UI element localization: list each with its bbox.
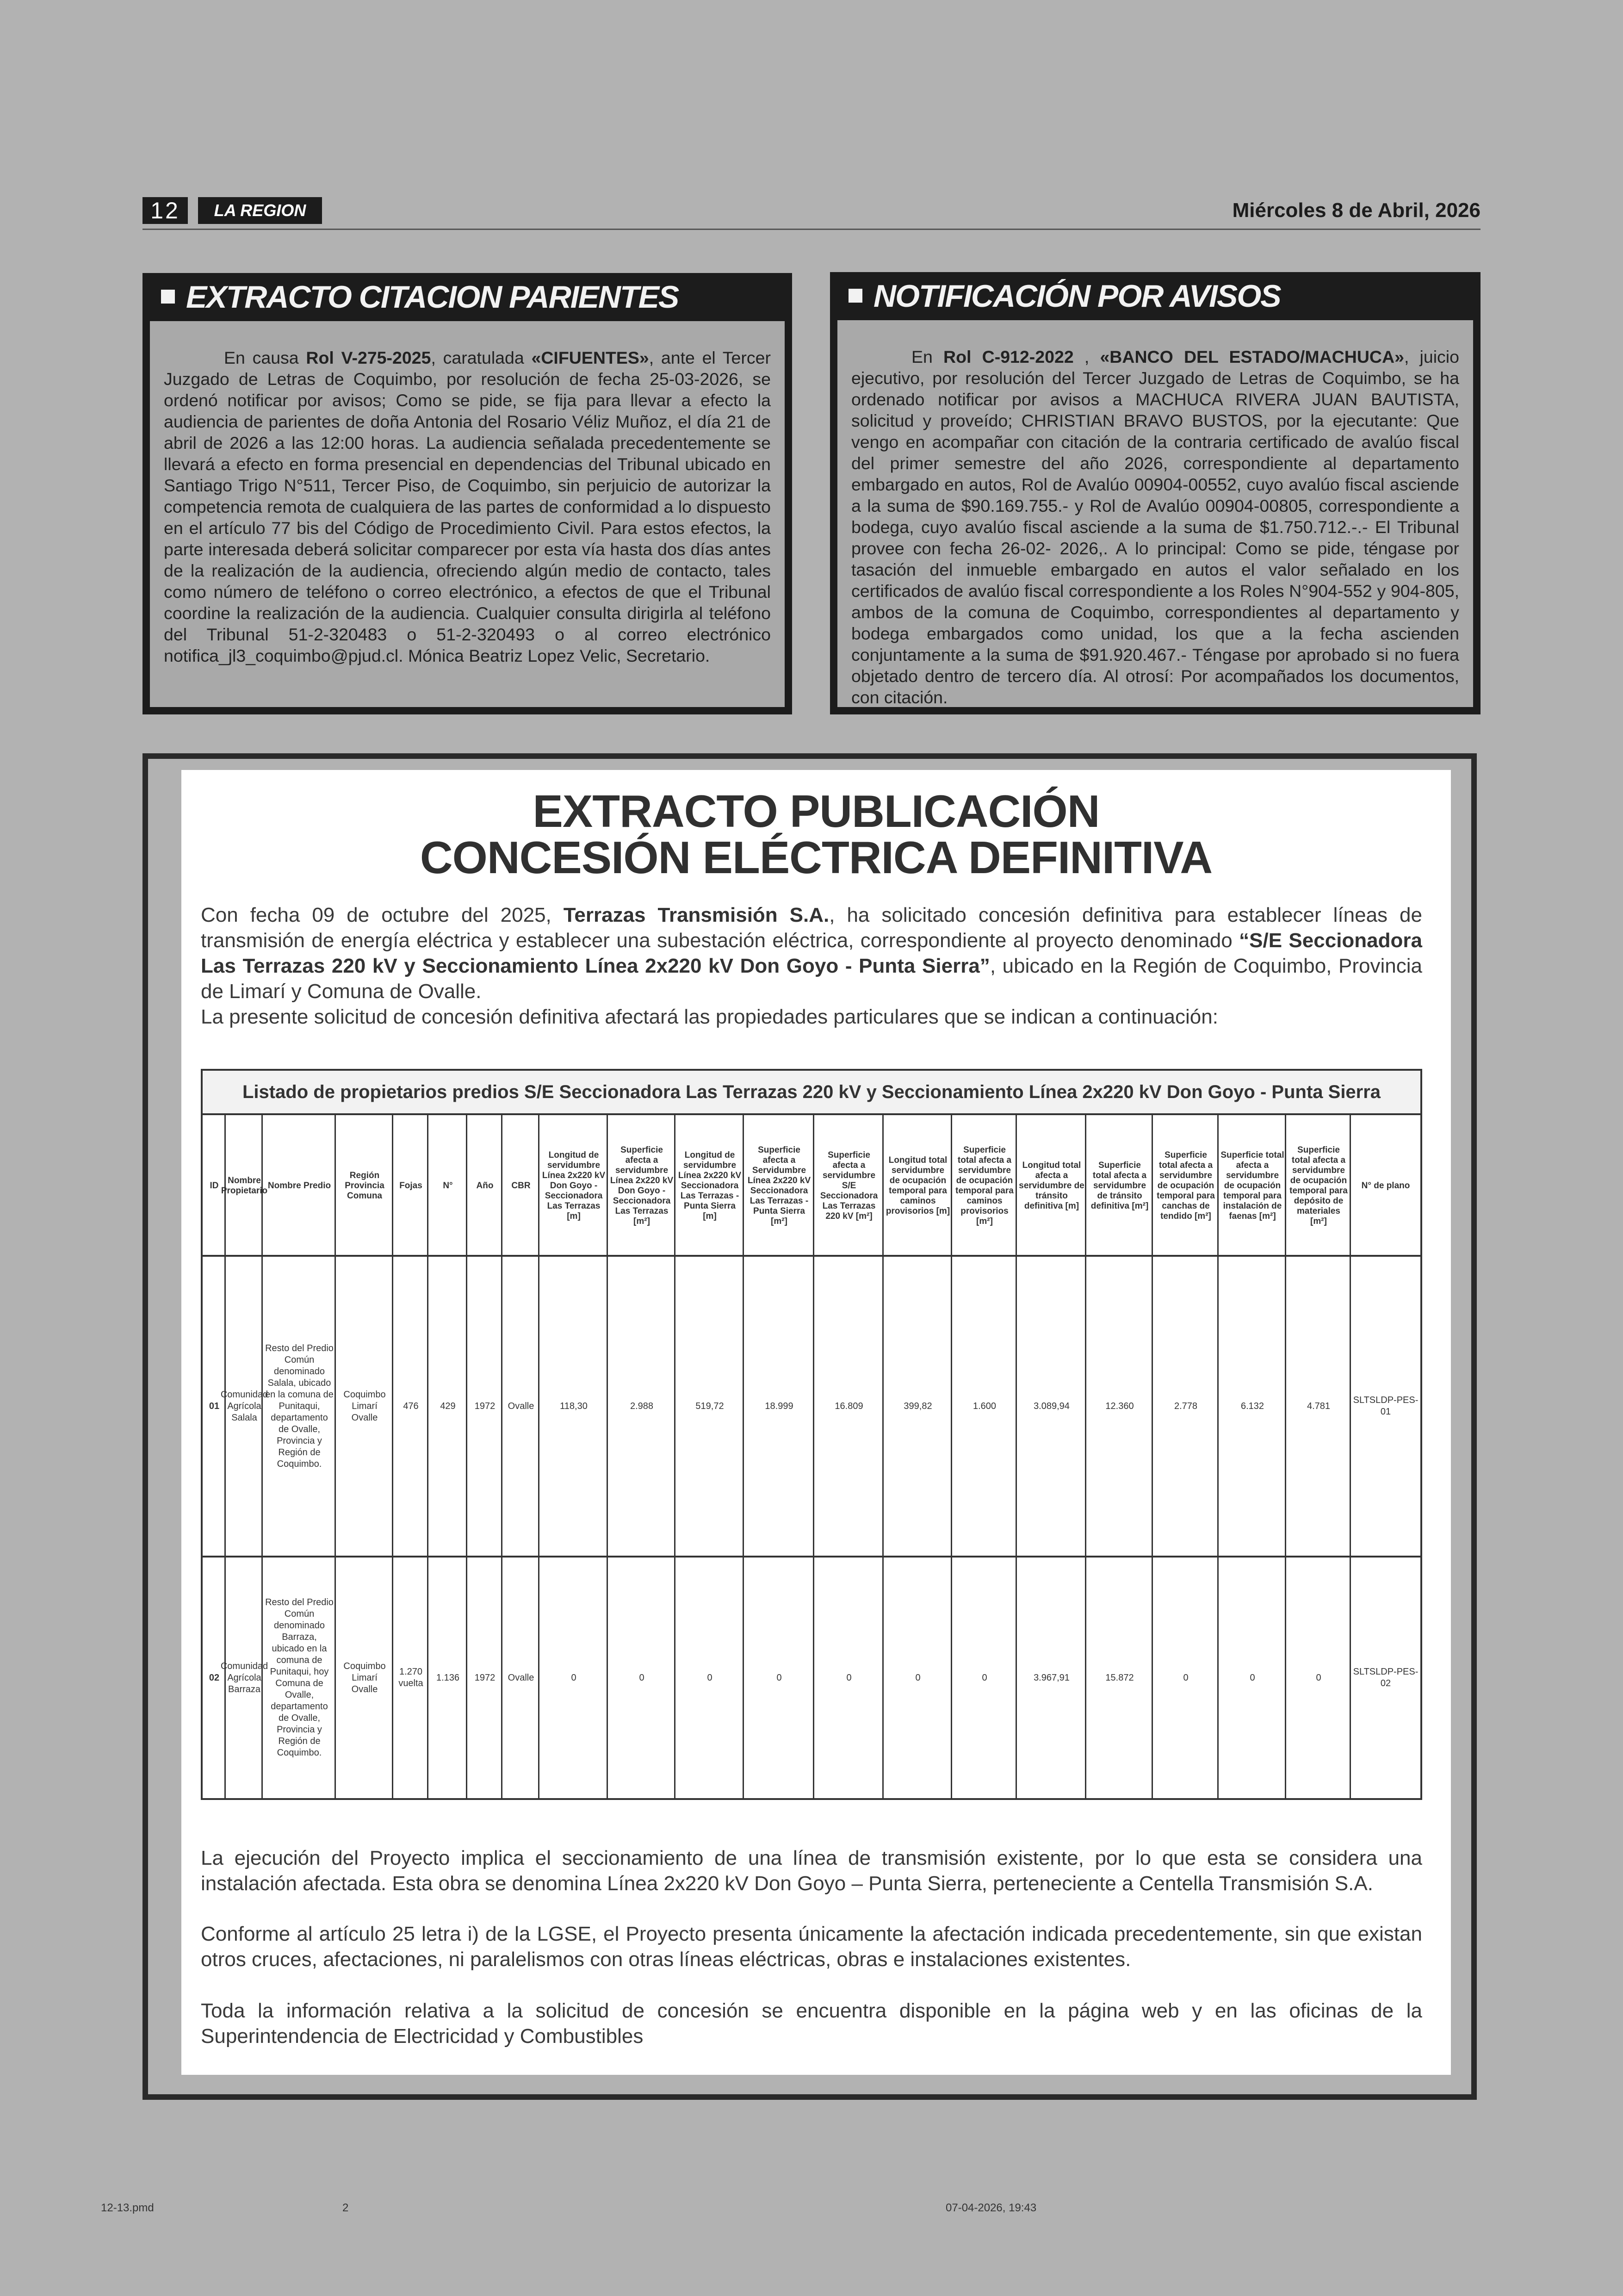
table-cell: 1972 xyxy=(474,1672,496,1683)
table-cell: 0 xyxy=(982,1672,987,1683)
extract-outro3: Toda la información relativa a la solicitud de concesión se encuentra disponible en la página web y en las oficinas de la Superintendencia de Electricidad y Combustibles xyxy=(201,1999,1422,2048)
case-caratula: «BANCO DEL ESTADO/MACHUCA» xyxy=(1100,347,1404,366)
table-cell: 1972 xyxy=(474,1401,496,1411)
table-cell: 429 xyxy=(440,1401,456,1411)
table-header-cell: Longitud total afecta a servidumbre de tránsito definitiva [m] xyxy=(1019,1160,1084,1211)
table-header-cell: Superficie total afecta a servidumbre de ocupación temporal para depósito de materiales [m²] xyxy=(1289,1145,1348,1226)
table-cell: 18.999 xyxy=(765,1401,793,1411)
table-header-cell: ID xyxy=(210,1181,219,1191)
extract-title-line1: EXTRACTO PUBLICACIÓN xyxy=(533,786,1100,837)
footer-page: 2 xyxy=(342,2202,349,2214)
square-bullet-icon xyxy=(161,290,175,304)
table-cell: Comunidad Agrícola Barraza xyxy=(220,1661,268,1694)
notice-notificacion-avisos xyxy=(830,272,1481,714)
notice-title: EXTRACTO CITACION PARIENTES xyxy=(142,273,792,321)
table-cell: 2.778 xyxy=(1174,1401,1198,1411)
case-rol: Rol C-912-2022 xyxy=(943,347,1074,366)
notice-title: NOTIFICACIÓN POR AVISOS xyxy=(830,272,1481,320)
notice-citacion-parientes xyxy=(142,273,792,714)
table-header-cell: Superficie afecta a Servidumbre Línea 2x220 kV Seccionadora Las Terrazas - Punta Sierra [m²] xyxy=(747,1145,811,1226)
table-cell: 0 xyxy=(1183,1672,1189,1683)
table-cell: Coquimbo Limarí Ovalle xyxy=(343,1661,386,1694)
table-cell: 02 xyxy=(209,1672,220,1683)
table-header-cell: Superficie total afecta a servidumbre de ocupación temporal para instalación de faenas [m²] xyxy=(1220,1150,1284,1221)
case-caratula: «CIFUENTES» xyxy=(531,348,649,367)
extract-title-line2: CONCESIÓN ELÉCTRICA DEFINITIVA xyxy=(420,832,1213,883)
extract-outro2: Conforme al artículo 25 letra i) de la LGSE, el Proyecto presenta únicamente la afectación indicada precedentemente, sin que existan otros cruces, afectaciones, ni paralelismos con otras líneas eléctricas, obras e instalaciones existentes. xyxy=(201,1923,1422,1971)
table-cell: 476 xyxy=(403,1401,419,1411)
table-cell: 0 xyxy=(776,1672,782,1683)
table-header-cell: Superficie afecta a servidumbre Línea 2x220 kV Don Goyo - Seccionadora Las Terrazas [m²] xyxy=(610,1145,674,1226)
table-header-cell: N° de plano xyxy=(1361,1181,1410,1191)
square-bullet-icon xyxy=(849,289,862,303)
table-header-cell: Longitud total servidumbre de ocupación temporal para caminos provisorios [m] xyxy=(886,1155,950,1216)
table-cell: 12.360 xyxy=(1105,1401,1134,1411)
notice-body: En causa Rol V-275-2025, caratulada «CIFUENTES», ante el Tercer Juzgado de Letras de Coquimbo, por resolución de fecha 25-03-2026, se ordenó notificar por avisos; Como se pide, se fija para llevar a efecto la audiencia de parientes de doña Antonia del Rosario Véliz Muñoz, el día 21 de abril de 2026 a las 12:00 horas. La audiencia señalada precedentemente se llevará a efecto en forma presencial en dependencias del Tribunal ubicado en Santiago Trigo N°511, Tercer Piso, de Coquimbo, sin perjuicio de autorizar la competencia remota de cualquiera de las partes de conformidad a lo dispuesto en el artículo 77 bis del Código de Procedimiento Civil. Para estos efectos, la parte interesada deberá solicitar comparecer por esta vía hasta dos días antes de la realización de la audiencia, ofreciendo algún medio de contacto, tales como número de teléfono o correo electrónico, a efectos de que el Tribunal coordine la realización de la audiencia. Cualquier consulta dirigirla al teléfono del Tribunal 51-2-320483 o 51-2-320493 o al correo electrónico notifica_jl3_coquimbo@pjud.cl. Mónica Beatriz Lopez Velic, Secretario. xyxy=(150,321,785,707)
extract-outro1: La ejecución del Proyecto implica el seccionamiento de una línea de transmisión existente, por lo que esta se considera una instalación afectada. Esta obra se denomina Línea 2x220 kV Don Goyo – Punta Sierra, perteneciente a Centella Transmisión S.A. xyxy=(201,1847,1422,1895)
header-rule xyxy=(142,229,1481,230)
table-cell: 15.872 xyxy=(1105,1672,1134,1683)
owners-table xyxy=(201,1069,1422,1800)
table-cell: 1.136 xyxy=(436,1672,460,1683)
table-cell: 01 xyxy=(209,1401,220,1411)
table-header-cell: Longitud de servidumbre Línea 2x220 kV Seccionadora Las Terrazas - Punta Sierra [m] xyxy=(678,1150,742,1221)
newspaper-logo: LA REGION xyxy=(198,197,322,224)
table-cell: 2.988 xyxy=(630,1401,654,1411)
table-cell: 519,72 xyxy=(695,1401,724,1411)
company-name: Terrazas Transmisión S.A. xyxy=(563,904,830,926)
table-header-cell: Longitud de servidumbre Línea 2x220 kV Don Goyo - Seccionadora Las Terrazas [m] xyxy=(542,1150,606,1221)
extract-intro2: La presente solicitud de concesión definitiva afectará las propiedades particulares que se indican a continuación: xyxy=(201,1005,1218,1028)
table-header-cell: Superficie total afecta a servidumbre de ocupación temporal para caminos provisorios [m²] xyxy=(955,1145,1014,1226)
table-cell: 3.089,94 xyxy=(1034,1401,1070,1411)
table-cell: Resto del Predio Común denominado Barraza, ubicado en la comuna de Punitaqui, hoy Comuna de Ovalle, departamento de Ovalle, Provincia y Región de Coquimbo. xyxy=(265,1597,334,1758)
table-caption: Listado de propietarios predios S/E Seccionadora Las Terrazas 220 kV y Seccionamiento Línea 2x220 kV Don Goyo - Punta Sierra xyxy=(203,1071,1420,1115)
table-cell: 399,82 xyxy=(904,1401,932,1411)
table-header-cell: Superficie afecta a servidumbre S/E Seccionadora Las Terrazas 220 kV [m²] xyxy=(820,1150,878,1221)
table-cell: 16.809 xyxy=(835,1401,863,1411)
table-cell: Coquimbo Limarí Ovalle xyxy=(343,1389,386,1423)
table-cell: SLTSLDP-PES-02 xyxy=(1353,1667,1419,1688)
table-cell: 0 xyxy=(571,1672,576,1683)
table-header-cell: Fojas xyxy=(399,1181,422,1191)
table-cell: 0 xyxy=(846,1672,852,1683)
table-cell: SLTSLDP-PES-01 xyxy=(1353,1395,1419,1417)
table-header-cell: Año xyxy=(476,1181,494,1191)
table-cell: 1.270 vuelta xyxy=(398,1667,423,1688)
table-header-cell: N° xyxy=(443,1181,453,1191)
table-cell: 0 xyxy=(1316,1672,1321,1683)
table-cell: 4.781 xyxy=(1307,1401,1331,1411)
footer-file: 12-13.pmd xyxy=(101,2202,154,2214)
table-header-cell: Superficie total afecta a servidumbre de tránsito definitiva [m²] xyxy=(1090,1160,1149,1211)
table-header-cell: Superficie total afecta a servidumbre de ocupación temporal para canchas de tendido [m²] xyxy=(1157,1150,1215,1221)
table-cell: 3.967,91 xyxy=(1034,1672,1070,1683)
table-cell: 0 xyxy=(1250,1672,1255,1683)
table-cell: 6.132 xyxy=(1240,1401,1264,1411)
case-rol: Rol V-275-2025 xyxy=(306,348,431,367)
table-cell: 0 xyxy=(639,1672,644,1683)
table-cell: 1.600 xyxy=(973,1401,997,1411)
table-cell: 118,30 xyxy=(560,1401,588,1411)
table-header-cell: Nombre Propietario xyxy=(221,1176,268,1196)
table-cell: Ovalle xyxy=(508,1401,534,1411)
table-header-cell: Nombre Predio xyxy=(267,1181,331,1191)
page-number: 12 xyxy=(142,197,188,224)
table-cell: Comunidad Agrícola Salala xyxy=(220,1389,268,1423)
table-header-cell: Región Provincia Comuna xyxy=(345,1171,384,1201)
table-cell: Ovalle xyxy=(508,1672,534,1683)
project-name: “S/E Seccionadora Las Terrazas 220 kV y Seccionamiento Línea 2x220 kV Don Goyo - Punta Sierra” xyxy=(201,929,1422,977)
extract-intro: Con fecha 09 de octubre del 2025, Terrazas Transmisión S.A., ha solicitado concesión definitiva para establecer líneas de transmisión de energía eléctrica y establecer una subestación eléctrica, correspondiente al proyecto denominado “S/E Seccionadora Las Terrazas 220 kV y Seccionamiento Línea 2x220 kV Don Goyo - Punta Sierra”, ubicado en la Región de Coquimbo, Provincia de Limarí y Comuna de Ovalle. xyxy=(201,904,1422,1003)
footer-timestamp: 07-04-2026, 19:43 xyxy=(946,2202,1037,2214)
table-cell: 0 xyxy=(707,1672,712,1683)
issue-date: Miércoles 8 de Abril, 2026 xyxy=(1232,199,1481,222)
table-header-cell: CBR xyxy=(511,1181,531,1191)
notice-body: En Rol C-912-2022 , «BANCO DEL ESTADO/MACHUCA», juicio ejecutivo, por resolución del Tercer Juzgado de Letras de Coquimbo, se ha ordenado notificar por avisos a MACHUCA RIVERA JUAN BAUTISTA, solicitud y proveído; CHRISTIAN BRAVO BUSTOS, por la ejecutante: Que vengo en acompañar con citación de la contraria certificado de avalúo fiscal del primer semestre del año 2026, correspondiente al departamento embargado en autos, Rol de Avalúo 00904-00552, cuyo avalúo fiscal asciende a la suma de $90.169.755.- y Rol de Avalúo 00904-00805, correspondiente a bodega, cuyo avalúo fiscal asciende a la suma de $1.750.712.-.- El Tribunal provee con fecha 26-02- 2026,. A lo principal: Como se pide, téngase por tasación del inmueble embargado en autos el valor señalado en los certificados de avalúo fiscal correspondiente a los Roles N°904-552 y 904-805, ambos de la comuna de Coquimbo, correspondientes al departamento y bodega embargados como unidad, los que a la fecha ascienden conjuntamente a la suma de $91.920.467.- Téngase por aprobado si no fuera objetado dentro de tercero día. Al otrosí: Por acompañados los documentos, con citación. xyxy=(837,320,1473,707)
table-cell: Resto del Predio Común denominado Salala, ubicado en la comuna de Punitaqui, departamento de Ovalle, Provincia y Región de Coquimbo. xyxy=(265,1343,334,1469)
table-cell: 0 xyxy=(915,1672,921,1683)
